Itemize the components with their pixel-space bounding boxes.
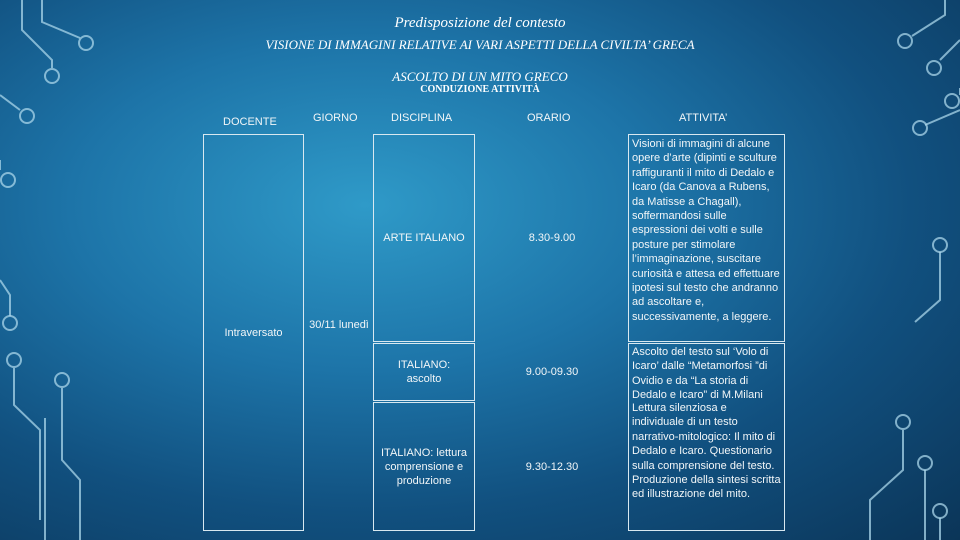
table-row-2-disciplina [373, 343, 475, 401]
attivita-value: Visioni di immagini di alcune opere d’arte (dipinti e sculture raffiguranti il mito di Dedalo e Icaro (da Canova a Rubens, da Matisse a Chagall), soffermandosi sulle espressioni dei volti e sulle posture per stimolare l’immaginazione, suscitare curiosità e attesa ed effettuare ipotesi sul testo che andranno ad ascoltare e, successivamente, a leggere. [632, 138, 780, 323]
disciplina-value: ITALIANO: ascolto [397, 359, 451, 385]
header-docente: DOCENTE [223, 116, 277, 128]
subtitle-images: VISIONE DI IMMAGINI RELATIVE AI VARI ASPETTI DELLA CIVILTA’ GRECA [265, 37, 695, 52]
page-title: Predisposizione del contesto [394, 15, 566, 31]
conduction-heading: CONDUZIONE ATTIVITÀ [420, 84, 540, 95]
header-orario: ORARIO [527, 112, 571, 124]
table-row-1-attivita [628, 134, 785, 342]
docente-cell [203, 134, 304, 531]
header-giorno: GIORNO [313, 112, 358, 124]
header-attivita: ATTIVITA’ [679, 112, 728, 124]
header-disciplina: DISCIPLINA [391, 112, 453, 124]
table-row-2-orario [490, 343, 614, 401]
orario-value: 9.00-09.30 [525, 366, 579, 378]
table-row-3-orario [490, 402, 614, 531]
disciplina-value: ITALIANO: lettura comprensione e produzione [381, 446, 467, 487]
table-row-2-attivita [628, 343, 785, 401]
attivita-value: Ascolto del testo sul ‘Volo di Icaro’ dalle “Metamorfosi ”di Ovidio e da “La storia di Dedalo e Icaro” di M.Milani [632, 346, 769, 402]
orario-value: 8.30-9.00 [528, 232, 576, 244]
subtitle-myth: ASCOLTO DI UN MITO GRECO [392, 69, 568, 84]
table-row-1-disciplina [373, 134, 475, 342]
giorno-value: 30/11 lunedì [309, 319, 369, 331]
table-row-3-disciplina [373, 402, 475, 531]
table-row-3-attivita [628, 401, 785, 531]
table-row-1-orario [490, 134, 614, 342]
disciplina-value: ARTE ITALIANO [383, 232, 465, 244]
docente-value: Intraversato [224, 326, 283, 339]
attivita-value: Lettura silenziosa e individuale di un testo narrativo-mitologico: Il mito di Dedalo e Icaro. Questionario sulla comprensione del testo. Produzione della sintesi scritta ed illustrazione del mito. [632, 402, 781, 501]
orario-value: 9.30-12.30 [525, 460, 579, 473]
giorno-cell [308, 305, 370, 345]
